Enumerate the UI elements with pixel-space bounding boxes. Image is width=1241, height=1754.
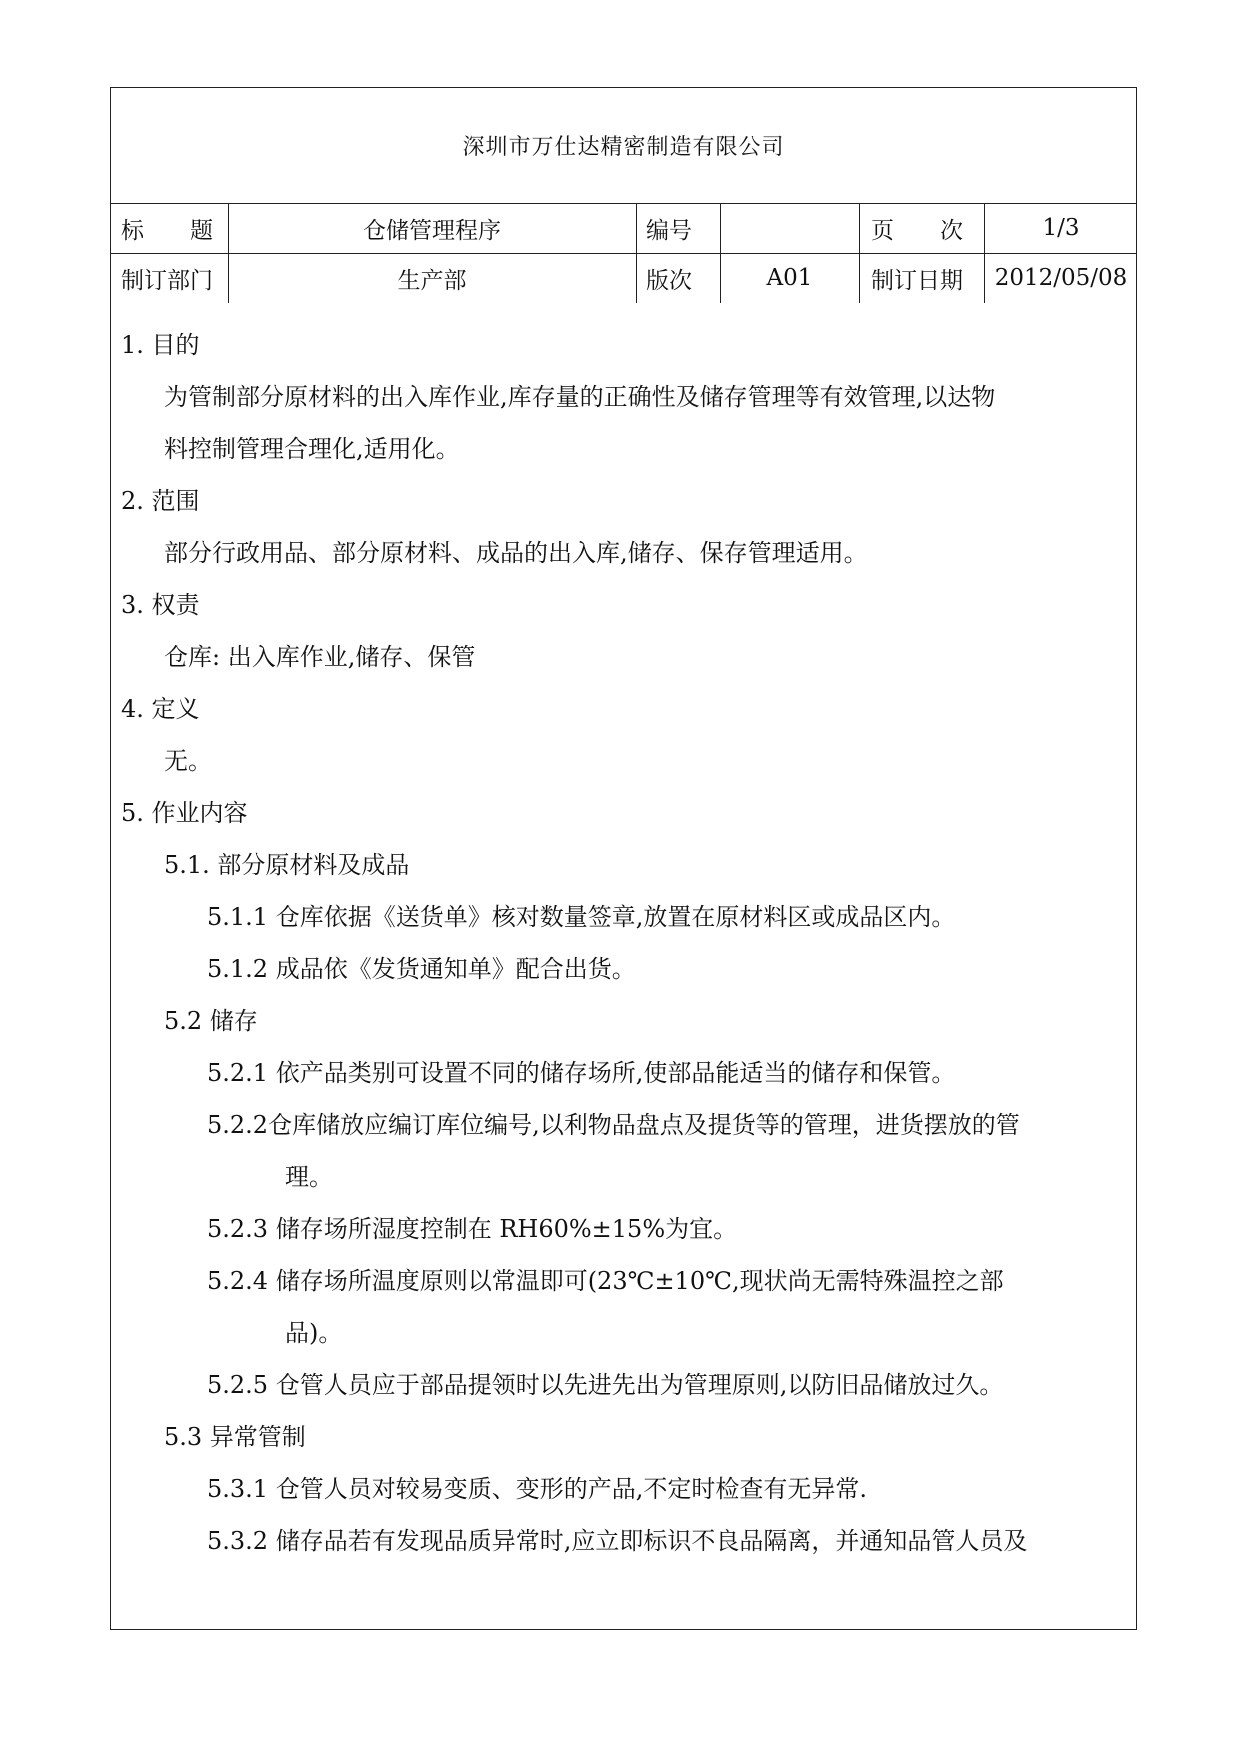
section-heading-responsibility: 3. 权责	[121, 591, 200, 619]
paragraph-line: 料控制管理合理化,适用化。	[164, 435, 460, 463]
clause-continuation: 品)。	[285, 1319, 343, 1347]
clause-line: 5.2.3 储存场所湿度控制在 RH60%±15%为宜。	[207, 1215, 738, 1243]
paragraph-line: 仓库: 出入库作业,储存、保管	[164, 643, 476, 671]
subsection-heading: 5.2 储存	[164, 1007, 258, 1035]
version-value: A01	[766, 265, 813, 291]
clause-line: 5.3.1 仓管人员对较易变质、变形的产品,不定时检查有无异常.	[207, 1475, 867, 1503]
paragraph-line: 无。	[164, 747, 212, 775]
date-value: 2012/05/08	[994, 265, 1128, 291]
section-heading-definition: 4. 定义	[121, 695, 200, 723]
meta-col-divider	[636, 203, 637, 303]
section-heading-purpose: 1. 目的	[121, 331, 200, 359]
section-heading-scope: 2. 范围	[121, 487, 200, 515]
clause-line: 5.2.4 储存场所温度原则以常温即可(23℃±10℃,现状尚无需特殊温控之部	[207, 1267, 1004, 1295]
meta-col-divider	[859, 203, 860, 303]
clause-line: 5.1.2 成品依《发货通知单》配合出货。	[207, 955, 636, 983]
title-value: 仓储管理程序	[363, 217, 501, 244]
clause-line: 5.2.5 仓管人员应于部品提领时以先进先出为管理原则,以防旧品储放过久。	[207, 1371, 1004, 1399]
number-value	[720, 203, 859, 253]
number-label: 编号	[646, 217, 692, 244]
dept-value: 生产部	[397, 267, 467, 294]
page-label: 页 次	[871, 217, 963, 244]
version-label: 版次	[646, 267, 692, 294]
clause-line: 5.3.2 储存品若有发现品质异常时,应立即标识不良品隔离，并通知品管人员及	[207, 1527, 1028, 1555]
paragraph-line: 部分行政用品、部分原材料、成品的出入库,储存、保存管理适用。	[164, 539, 868, 567]
section-heading-operations: 5. 作业内容	[121, 799, 248, 827]
company-name: 深圳市万仕达精密制造有限公司	[111, 88, 1136, 204]
clause-line: 5.2.1 依产品类别可设置不同的储存场所,使部品能适当的储存和保管。	[207, 1059, 956, 1087]
clause-line: 5.2.2仓库储放应编订库位编号,以利物品盘点及提货等的管理，进货摆放的管	[207, 1111, 1020, 1139]
page-value: 1/3	[1042, 215, 1080, 241]
date-label: 制订日期	[871, 267, 963, 294]
subsection-heading: 5.1. 部分原材料及成品	[164, 851, 410, 879]
paragraph-line: 为管制部分原材料的出入库作业,库存量的正确性及储存管理等有效管理,以达物	[164, 383, 996, 411]
document-meta-table	[111, 203, 1136, 303]
clause-line: 5.1.1 仓库依据《送货单》核对数量签章,放置在原材料区或成品区内。	[207, 903, 956, 931]
dept-label: 制订部门	[121, 267, 213, 294]
subsection-heading: 5.3 异常管制	[164, 1423, 306, 1451]
title-label: 标 题	[121, 217, 213, 244]
document-frame	[110, 87, 1137, 1630]
clause-continuation: 理。	[285, 1163, 333, 1191]
